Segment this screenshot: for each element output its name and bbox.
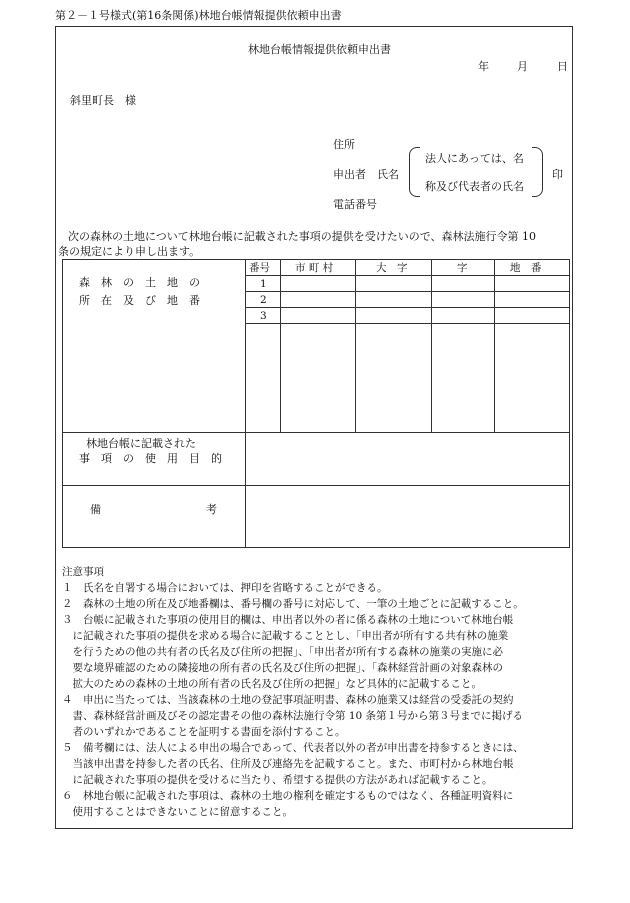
location-label-line-2: 所 在 及 び 地 番 (79, 294, 200, 307)
note-line: 要な境界確認のための隣接地の所有者の氏名及び住所の把握」、「森林経営計画の対象森林の (62, 662, 503, 674)
corp-note-line-2: 称及び代表者の氏名 (425, 180, 524, 193)
note-line: に記載された事項の提供を求める場合に記載することとし、「申出者が所有する共有林の施業 (62, 630, 509, 642)
right-paren (532, 147, 543, 197)
row-1-lot-number-cell[interactable] (495, 276, 568, 290)
row-3-municipality-cell[interactable] (281, 308, 354, 322)
purpose-label-line-2: 事 項 の 使 用 目 的 (79, 452, 222, 465)
note-line: １ 氏名を自署する場合においては、押印を省略することができる。 (62, 582, 388, 594)
row-2-lot-number-cell[interactable] (495, 292, 568, 306)
header-lot-number: 地 番 (510, 262, 542, 274)
header-number: 番号 (249, 262, 270, 274)
form-title: 林地台帳情報提供依頼申出書 (248, 43, 391, 56)
date-day-label[interactable]: 日 (557, 60, 568, 73)
row-2-aza-cell[interactable] (432, 292, 493, 306)
seal-mark: 印 (552, 168, 563, 181)
note-line: 書、森林経営計画及びその認定書その他の森林法施行令第 10 条第１号から第３号までに掲げる (62, 710, 524, 722)
form-number: 第２－１号様式(第16条関係)林地台帳情報提供依頼申出書 (55, 9, 342, 22)
purpose-label-line-1: 林地台帳に記載された (86, 437, 196, 450)
row-2-oaza-cell[interactable] (356, 292, 430, 306)
row-number-2: 2 (260, 294, 267, 306)
note-line: ６ 林地台帳に記載された事項は、森林の土地の権利を確定するものではなく、各種証明資料に (62, 790, 514, 802)
row-number-1: 1 (260, 278, 267, 290)
header-aza: 字 (457, 262, 468, 274)
row-1-municipality-cell[interactable] (281, 276, 354, 290)
note-line: に記載された事項の提供を受けるに当たり、希望する提供の方法があれば記載すること。 (62, 774, 493, 786)
row-3-lot-number-cell[interactable] (495, 308, 568, 322)
corp-note-line-1: 法人にあっては、名 (425, 152, 524, 165)
row-number-3: 3 (260, 310, 267, 322)
phone-label[interactable]: 電話番号 (333, 198, 377, 211)
row-3-aza-cell[interactable] (432, 308, 493, 322)
addressee: 斜里町長 様 (70, 94, 136, 107)
remarks-label-right: 考 (206, 503, 217, 516)
note-line: 拡大のための森林の土地の所有者の氏名及び住所の把握」など具体的に記載すること。 (62, 678, 482, 690)
remarks-label-left: 備 (90, 503, 101, 516)
address-label[interactable]: 住所 (333, 138, 355, 151)
purpose-input-cell[interactable] (247, 434, 568, 484)
date-year-label[interactable]: 年 (478, 60, 489, 73)
header-oaza: 大 字 (376, 262, 408, 274)
note-line: ５ 備考欄には、法人による申出の場合であって、代表者以外の者が申出書を持参するときには、 (62, 742, 524, 754)
row-3-oaza-cell[interactable] (356, 308, 430, 322)
remarks-input-cell[interactable] (247, 487, 568, 546)
note-line: 当該申出書を持参した者の氏名、住所及び連絡先を記載すること。また、市町村から林地台帳 (62, 758, 514, 770)
notes-heading: 注意事項 (62, 566, 104, 578)
intro-line-2: 条の規定により申し出ます。 (58, 245, 201, 258)
intro-line-1: 次の森林の土地について林地台帳に記載された事項の提供を受けたいので、森林法施行令第 10 (68, 230, 537, 243)
date-month-label[interactable]: 月 (517, 60, 528, 73)
location-label-line-1: 森 林 の 土 地 の (79, 276, 200, 289)
note-line: ２ 森林の土地の所在及び地番欄は、番号欄の番号に対応して、一筆の土地ごとに記載すること。 (62, 598, 524, 610)
note-line: ３ 台帳に記載された事項の使用目的欄は、申出者以外の者に係る森林の土地について林地台帳 (62, 614, 514, 626)
name-label[interactable]: 申出者 氏名 (333, 168, 399, 181)
left-paren (409, 147, 420, 197)
note-line: ４ 申出に当たっては、当該森林の土地の登記事項証明書、森林の施業又は経営の受委託の契約 (62, 694, 514, 706)
note-line: 者のいずれかであることを証明する書面を添付すること。 (62, 726, 346, 738)
row-2-municipality-cell[interactable] (281, 292, 354, 306)
header-municipality: 市 町 村 (295, 262, 334, 274)
row-1-aza-cell[interactable] (432, 276, 493, 290)
note-line: を行うための他の共有者の氏名及び住所の把握」、「申出者が所有する森林の施業の実施に必 (62, 646, 503, 658)
row-1-oaza-cell[interactable] (356, 276, 430, 290)
note-line: 使用することはできないことに留意すること。 (62, 806, 293, 818)
